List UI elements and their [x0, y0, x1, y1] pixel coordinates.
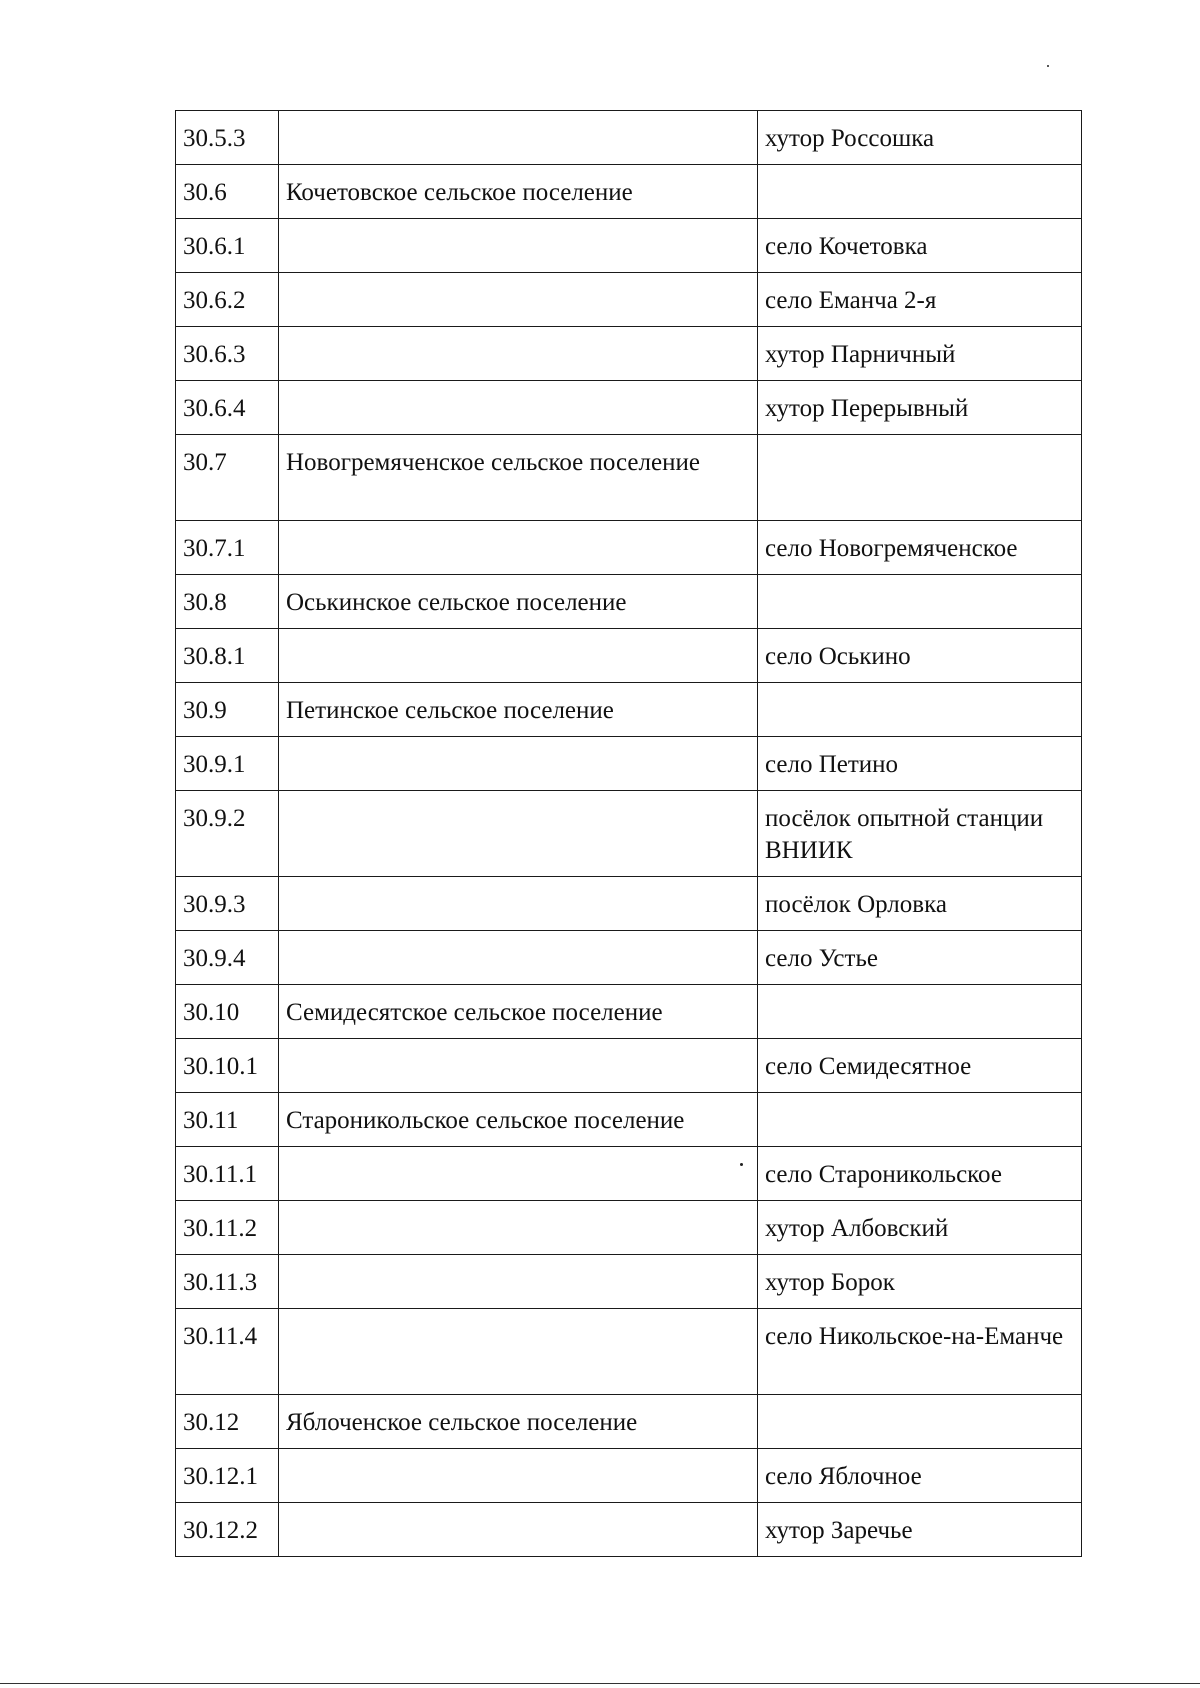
table-row	[176, 877, 1082, 931]
table-row	[176, 1201, 1082, 1255]
table-row	[176, 381, 1082, 435]
row-number: 30.7	[176, 435, 279, 521]
row-number: 30.11.1	[176, 1147, 279, 1201]
rural-settlement-name	[279, 219, 758, 273]
row-number: 30.12	[176, 1395, 279, 1449]
rural-settlement-name	[279, 931, 758, 985]
table-row	[176, 111, 1082, 165]
locality-name	[758, 985, 1082, 1039]
table-row	[176, 165, 1082, 219]
row-number: 30.11.3	[176, 1255, 279, 1309]
locality-name: хутор Борок	[758, 1255, 1082, 1309]
rural-settlement-name	[279, 1309, 758, 1395]
rural-settlement-name	[279, 273, 758, 327]
row-number: 30.7.1	[176, 521, 279, 575]
row-number: 30.12.2	[176, 1503, 279, 1557]
table-row	[176, 1449, 1082, 1503]
table-row	[176, 521, 1082, 575]
rural-settlement-name	[279, 1503, 758, 1557]
table-row	[176, 1093, 1082, 1147]
table-row	[176, 791, 1082, 877]
table-row	[176, 1503, 1082, 1557]
locality-name: хутор Россошка	[758, 111, 1082, 165]
rural-settlement-name	[279, 111, 758, 165]
row-number: 30.5.3	[176, 111, 279, 165]
rural-settlement-name	[279, 1201, 758, 1255]
locality-name: село Никольское-на-Еманче	[758, 1309, 1082, 1395]
row-number: 30.8	[176, 575, 279, 629]
row-number: 30.6.4	[176, 381, 279, 435]
table-row	[176, 1255, 1082, 1309]
row-number: 30.10	[176, 985, 279, 1039]
row-number: 30.9	[176, 683, 279, 737]
rural-settlement-name	[279, 1147, 758, 1201]
row-number: 30.9.4	[176, 931, 279, 985]
row-number: 30.6.1	[176, 219, 279, 273]
rural-settlement-name	[279, 1255, 758, 1309]
rural-settlement-name	[279, 1039, 758, 1093]
locality-name: село Устье	[758, 931, 1082, 985]
rural-settlement-name: Кочетовское сельское поселение	[279, 165, 758, 219]
table-row	[176, 1039, 1082, 1093]
rural-settlement-name	[279, 521, 758, 575]
row-number: 30.11.4	[176, 1309, 279, 1395]
locality-name: посёлок Орловка	[758, 877, 1082, 931]
row-number: 30.11.2	[176, 1201, 279, 1255]
table-row	[176, 931, 1082, 985]
rural-settlement-name	[279, 737, 758, 791]
locality-name: хутор Албовский	[758, 1201, 1082, 1255]
table-row	[176, 273, 1082, 327]
rural-settlement-name: Оськинское сельское поселение	[279, 575, 758, 629]
table-row	[176, 1309, 1082, 1395]
row-number: 30.9.3	[176, 877, 279, 931]
locality-name: село Оськино	[758, 629, 1082, 683]
locality-name: село Еманча 2-я	[758, 273, 1082, 327]
row-number: 30.6.2	[176, 273, 279, 327]
locality-name	[758, 435, 1082, 521]
scan-edge-line	[0, 1683, 1200, 1684]
table-row	[176, 683, 1082, 737]
rural-settlement-name: Новогремяченское сельское поселение	[279, 435, 758, 521]
rural-settlement-name	[279, 629, 758, 683]
locality-name: село Новогремяченское	[758, 521, 1082, 575]
row-number: 30.10.1	[176, 1039, 279, 1093]
rural-settlement-name: Староникольское сельское поселение	[279, 1093, 758, 1147]
row-number: 30.6	[176, 165, 279, 219]
locality-name	[758, 575, 1082, 629]
table-row	[176, 629, 1082, 683]
table-row	[176, 985, 1082, 1039]
rural-settlement-name	[279, 381, 758, 435]
rural-settlement-name	[279, 791, 758, 877]
rural-settlement-name: Семидесятское сельское поселение	[279, 985, 758, 1039]
table-row	[176, 1395, 1082, 1449]
rural-settlement-name	[279, 1449, 758, 1503]
scan-speck	[740, 1163, 743, 1166]
row-number: 30.6.3	[176, 327, 279, 381]
table-row	[176, 575, 1082, 629]
locality-name: село Петино	[758, 737, 1082, 791]
locality-name	[758, 1093, 1082, 1147]
locality-name: село Семидесятное	[758, 1039, 1082, 1093]
table-row	[176, 435, 1082, 521]
locality-name: хутор Заречье	[758, 1503, 1082, 1557]
settlements-table-body	[176, 111, 1082, 1557]
rural-settlement-name: Петинское сельское поселение	[279, 683, 758, 737]
rural-settlement-name	[279, 327, 758, 381]
locality-name: хутор Перерывный	[758, 381, 1082, 435]
locality-name: село Яблочное	[758, 1449, 1082, 1503]
table-row	[176, 737, 1082, 791]
row-number: 30.11	[176, 1093, 279, 1147]
locality-name: село Кочетовка	[758, 219, 1082, 273]
rural-settlement-name	[279, 877, 758, 931]
locality-name: село Староникольское	[758, 1147, 1082, 1201]
locality-name	[758, 1395, 1082, 1449]
locality-name: посёлок опытной станции ВНИИК	[758, 791, 1082, 877]
locality-name	[758, 165, 1082, 219]
table-row	[176, 219, 1082, 273]
row-number: 30.8.1	[176, 629, 279, 683]
locality-name: хутор Парничный	[758, 327, 1082, 381]
row-number: 30.9.1	[176, 737, 279, 791]
rural-settlement-name: Яблоченское сельское поселение	[279, 1395, 758, 1449]
table-row	[176, 1147, 1082, 1201]
settlements-table	[175, 110, 1082, 1557]
locality-name	[758, 683, 1082, 737]
row-number: 30.12.1	[176, 1449, 279, 1503]
row-number: 30.9.2	[176, 791, 279, 877]
scan-speck	[1047, 65, 1049, 67]
table-row	[176, 327, 1082, 381]
